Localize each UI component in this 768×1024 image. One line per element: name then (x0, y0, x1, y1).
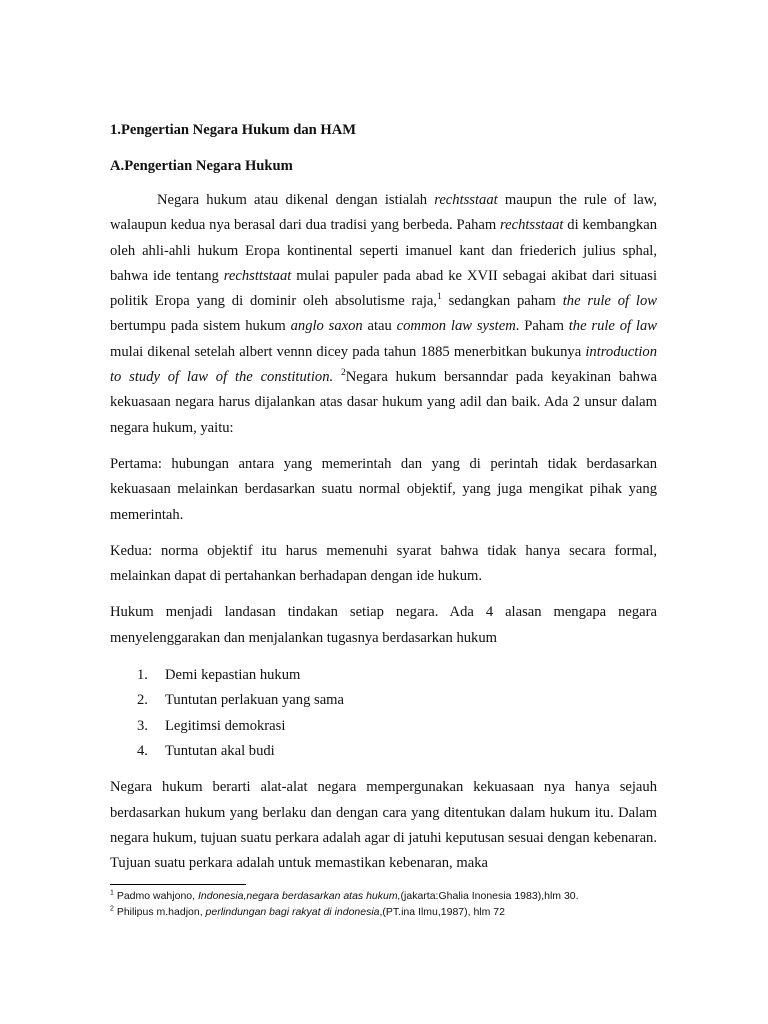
footnote-text: Philipus m.hadjon, (113, 905, 206, 918)
footnote-number: 1 (110, 889, 114, 897)
footnote-2 (110, 905, 657, 921)
list-item (110, 714, 657, 739)
text-run (333, 369, 341, 385)
document-page (110, 118, 657, 876)
list-text: Tuntutan akal budi (165, 742, 275, 759)
list-number: 1. (137, 667, 148, 684)
reasons-list (110, 663, 657, 764)
list-number: 3. (137, 717, 148, 734)
list-text: Tuntutan perlakuan yang sama (165, 692, 345, 709)
footnote-text: Padmo wahjono, (113, 890, 198, 902)
list-number: 2. (137, 692, 148, 709)
list-text: Demi kepastian hukum (165, 667, 301, 684)
footnote-1 (110, 889, 657, 905)
footnote-ref-1[interactable]: 1 (437, 292, 442, 303)
italic-term: anglo saxon (290, 318, 363, 335)
italic-term: rechsttstaat (223, 267, 292, 284)
footnotes (110, 884, 657, 920)
italic-term: rechtsstaat (499, 217, 564, 234)
footnote-ref-2[interactable]: 2 (340, 368, 346, 379)
document-title: 1.Pengertian Negara Hukum dan HAM (110, 122, 357, 138)
paragraph-alasan: Hukum menjadi landasan tindakan setiap negara. Ada 4 alasan mengapa negara menyelenggarakan dan menjalankan tugasnya berdasarkan hukum (110, 604, 657, 646)
text-run: Negara hukum bersanndar pada keyakinan bahwa kekuasaan negara harus dijalankan atas dasar hukum yang adil dan baik. Ada 2 unsur dalam negara hukum, yaitu: (110, 369, 657, 436)
text-run: atau (362, 318, 397, 335)
intro-paragraph (110, 188, 657, 441)
text-run: bertumpu pada sistem hukum (110, 318, 291, 335)
paragraph-kedua: Kedua: norma objektif itu harus memenuhi syarat bahwa tidak hanya secara formal, melainkan dapat di pertahankan berhadapan dengan ide hukum. (110, 542, 657, 585)
text-run: mulai dikenal setelah albert vennn dicey pada tahun 1885 menerbitkan bukunya (110, 343, 586, 360)
text-run: mulai papuler pada abad ke XVII sebagai akibat dari situasi politik Eropa yang di dominir oleh absolutisme raja, (110, 267, 657, 310)
italic-term: the rule of law (568, 318, 657, 335)
footnote-title: Indonesia,negara berdasarkan atas hukum, (197, 890, 401, 902)
footnote-text: ,(PT.ina Ilmu,1987), hlm 72 (379, 905, 505, 918)
italic-term: rechtsstaat (434, 192, 498, 208)
list-text: Legitimsi demokrasi (165, 717, 286, 734)
footnote-number: 2 (110, 905, 114, 912)
text-run: di kembangkan oleh ahli-ahli hukum Eropa kontinental seperti imanuel kant dan friederich julius sphal, bahwa ide tentang (110, 217, 657, 284)
list-item (110, 739, 657, 764)
section-heading: A.Pengertian Negara Hukum (110, 158, 293, 174)
italic-term: the rule of low (562, 293, 657, 310)
text-run: Negara hukum atau dikenal dengan istialah (157, 192, 435, 208)
footnote-separator (110, 884, 246, 885)
list-item (110, 663, 657, 688)
text-run: sedangkan paham (441, 293, 563, 310)
italic-term: introduction to study of law of the constitution. (110, 343, 657, 386)
list-number: 4. (137, 742, 148, 759)
italic-term: common law system (396, 318, 516, 335)
text-run: maupun the rule of law, walaupun kedua nya berasal dari dua tradisi yang berbeda. Paham (110, 192, 657, 234)
list-item (110, 688, 657, 713)
paragraph-final: Negara hukum berarti alat-alat negara mempergunakan kekuasaan nya hanya sejauh berdasarkan hukum yang berlaku dan dengan cara yang ditentukan dalam hukum itu. Dalam negara hukum, tujuan suatu perkara adalah agar di jatuhi keputusan sesuai dengan kebenaran. Tujuan suatu perkara adalah untuk memastikan kebenaran, maka (110, 779, 657, 872)
footnote-text: (jakarta:Ghalia Inonesia 1983),hlm 30. (400, 890, 579, 902)
footnote-title: perlindungan bagi rakyat di indonesia (205, 905, 380, 918)
paragraph-pertama: Pertama: hubungan antara yang memerintah dan yang di perintah tidak berdasarkan kekuasaan melainkan berdasarkan suatu normal objektif, yang juga mengikat pihak yang memerintah. (110, 455, 657, 523)
text-run: . Paham (515, 318, 569, 335)
